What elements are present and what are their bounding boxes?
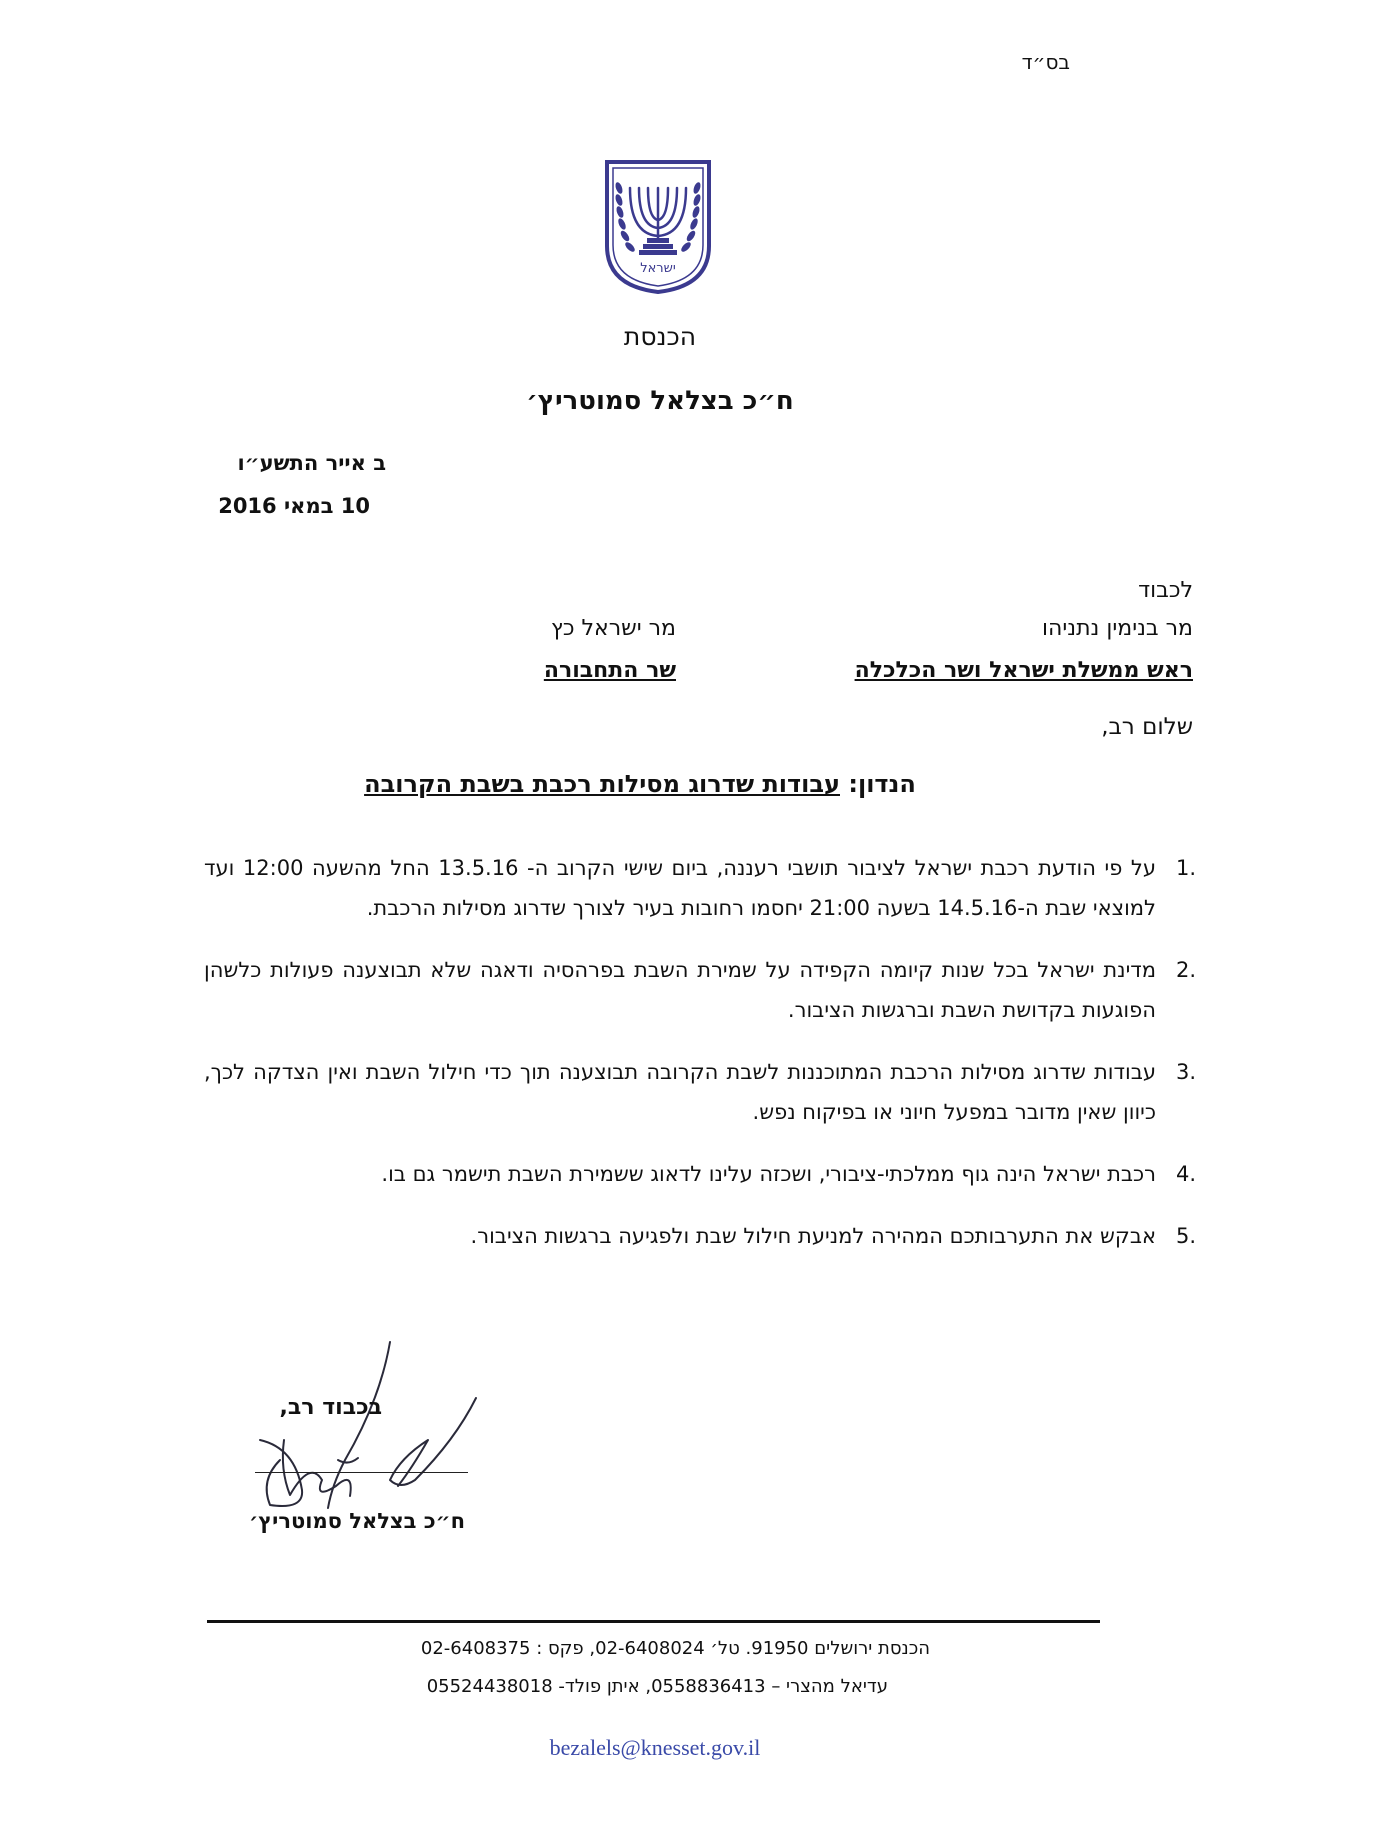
list-item — [204, 1052, 1196, 1132]
item-text: אבקש את התערבותכם המהירה למניעת חילול שבת ולפגיעה ברגשות הציבור. — [470, 1224, 1156, 1248]
to-label: לכבוד — [1138, 578, 1193, 603]
footer-address: הכנסת ירושלים 91950. טל׳ 02-6408024, פקס : 02-6408375 — [420, 1638, 930, 1659]
mk-name: ח״כ בצלאל סמוטריץ׳ — [526, 386, 794, 416]
item-number: 4. — [1175, 1162, 1196, 1186]
knesset-emblem-icon — [603, 158, 713, 296]
item-number: 3. — [1175, 1060, 1196, 1084]
signature-line — [255, 1472, 468, 1473]
subject-text: עבודות שדרוג מסילות רכבת בשבת הקרובה — [364, 770, 840, 798]
list-item — [204, 1216, 1196, 1256]
item-text: מדינת ישראל בכל שנות קיומה הקפידה על שמירת השבת בפרהסיה ודאגה שלא תבוצענה פעולות כלשהן הפוגעות בקדושת השבת וברגשות הציבור. — [204, 958, 1156, 1022]
body-items — [204, 848, 1196, 1278]
list-item — [204, 1154, 1196, 1194]
subject-line — [300, 770, 980, 798]
item-number: 2. — [1175, 958, 1196, 982]
recipient-1-name: מר בנימין נתניהו — [1041, 616, 1193, 641]
item-number: 1. — [1175, 856, 1196, 880]
item-text: רכבת ישראל הינה גוף ממלכתי-ציבורי, ושכזה עלינו לדאוג ששמירת השבת תישמר גם בו. — [381, 1162, 1156, 1186]
item-text: על פי הודעת רכבת ישראל לציבור תושבי רעננה, ביום שישי הקרוב ה- 13.5.16 החל מהשעה 12:00 ועד למוצאי שבת ה-14.5.16 בשעה 21:00 יחסמו רחובות בעיר לצורך שדרוג מסילות הרכבת. — [204, 856, 1156, 920]
emblem-text: ישראל — [640, 261, 676, 276]
list-item — [204, 848, 1196, 928]
handwritten-signature — [240, 1330, 500, 1530]
email-link[interactable]: bezalels@knesset.gov.il — [549, 1735, 761, 1760]
recipient-2-name: מר ישראל כץ — [551, 616, 676, 641]
footer-contacts: עדיאל מהצרי – 0558836413, איתן פולד- 05524438018 — [426, 1676, 888, 1697]
recipient-2-title: שר התחבורה — [543, 658, 676, 683]
gregorian-date: 10 במאי 2016 — [218, 494, 370, 518]
footer-divider — [207, 1620, 1100, 1623]
list-item — [204, 950, 1196, 1030]
greeting: שלום רב, — [1101, 714, 1193, 740]
closing-line: בכבוד רב, — [279, 1395, 382, 1420]
recipient-1-title: ראש ממשלת ישראל ושר הכלכלה — [854, 658, 1193, 683]
item-number: 5. — [1175, 1224, 1196, 1248]
bsd-header: בס״ד — [1021, 50, 1070, 74]
institution-name: הכנסת — [623, 322, 697, 351]
item-text: עבודות שדרוג מסילות הרכבת המתוכננות לשבת הקרובה תבוצענה תוך כדי חילול השבת ואין הצדקה לכך, כיוון שאין מדובר במפעל חיוני או בפיקוח נפש. — [204, 1060, 1156, 1124]
hebrew-date: ב אייר התשע״ו — [237, 451, 386, 475]
signer-name: ח״כ בצלאל סמוטריץ׳ — [248, 1509, 465, 1533]
subject-label: הנדון: — [848, 770, 916, 798]
